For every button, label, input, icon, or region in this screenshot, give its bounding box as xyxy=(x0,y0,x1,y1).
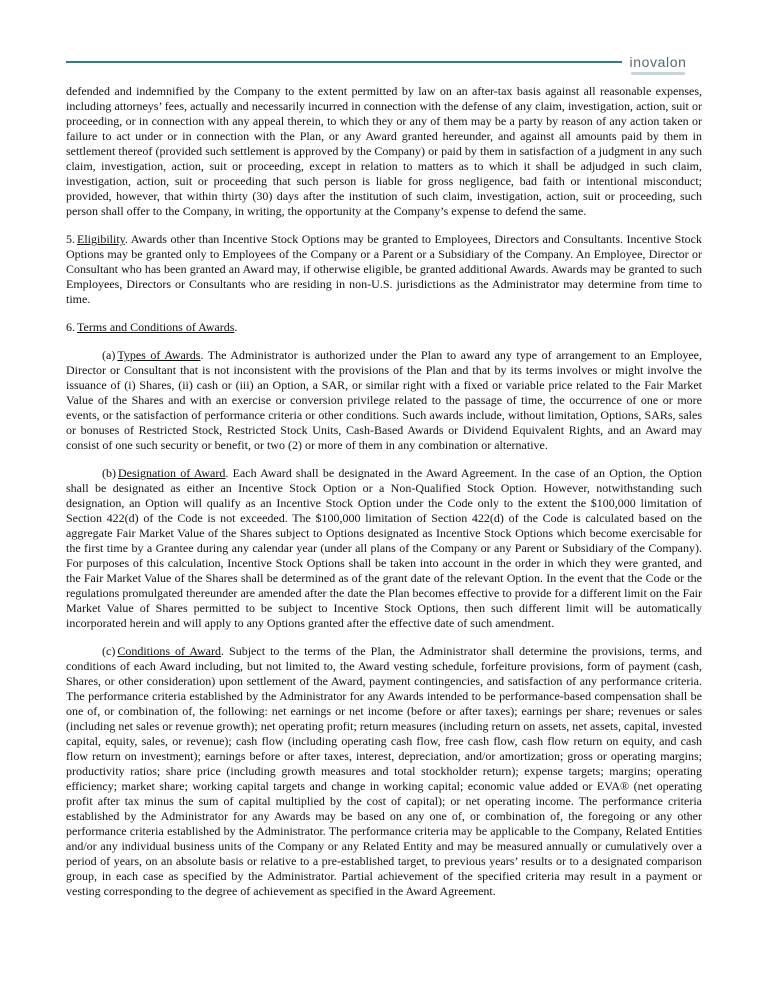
subsection-text: . Subject to the terms of the Plan, the Administrator shall determine the provisions, terms, and conditions of each Award including, but not limited to, the Award vesting schedule, forfeiture provisions, form of payment (cash, Shares, or other consideration) upon settlement of the Award, payment contingencies, and satisfaction of any performance criteria. The performance criteria established by the Administrator for any Awards intended to be performance-based compensation shall be one of, or combination of, the following: net earnings or net income (before or after taxes); earnings per share; revenues or sales (including net sales or revenue growth); net operating profit; return measures (including return on assets, net assets, capital, invested capital, equity, sales, or revenue); cash flow (including operating cash flow, free cash flow, cash flow return on equity, and cash flow return on investment); earnings before or after taxes, interest, depreciation, and/or amortization; gross or operating margins; productivity ratios; share price (including growth measures and total stockholder return); expense targets; margins; operating efficiency; market share; working capital targets and change in working capital; economic value added or EVA® (net operating profit after tax minus the sum of capital multiplied by the cost of capital); or net operating income. The performance criteria established by the Administrator for any Awards may be based on any one of, or combination of, the foregoing or any other performance criteria established by the Administrator. The performance criteria may be applicable to the Company, Related Entities and/or any individual business units of the Company or any Related Entity and may be measured annually or cumulatively over a period of years, on an absolute basis or relative to a pre-established target, to previous years’ results or to a designated comparison group, in each case as specified by the Administrator. Partial achievement of the specified criteria may result in a payment or vesting corresponding to the degree of achievement as specified in the Award Agreement. xyxy=(66,644,702,898)
section-6-terms-heading xyxy=(66,320,702,335)
section-number: 5. xyxy=(66,232,75,246)
page-header xyxy=(0,0,768,80)
subsection-number: (b) xyxy=(102,466,116,480)
subsection-text: . Each Award shall be designated in the Award Agreement. In the case of an Option, the Option shall be designated as either an Incentive Stock Option or a Non-Qualified Stock Option. However, notwithstanding such designation, an Option will qualify as an Incentive Stock Option under the Code only to the extent the $100,000 limitation of Section 422(d) of the Code is not exceeded. The $100,000 limitation of Section 422(d) of the Code is calculated based on the aggregate Fair Market Value of the Shares subject to Options designated as Incentive Stock Options which become exercisable for the first time by a Grantee during any calendar year (under all plans of the Company or any Parent or Subsidiary of the Company). For purposes of this calculation, Incentive Stock Options shall be taken into account in the order in which they were granted, and the Fair Market Value of the Shares shall be determined as of the grant date of the relevant Option. In the event that the Code or the regulations promulgated thereunder are amended after the date the Plan becomes effective to provide for a different limit on the Fair Market Value of Shares permitted to be subject to Incentive Stock Options, then such different limit will be automatically incorporated herein and will apply to any Options granted after the effective date of such amendment. xyxy=(66,466,702,630)
paragraph-indemnification xyxy=(66,84,702,219)
section-text: . xyxy=(234,320,238,334)
subsection-b-designation-of-award xyxy=(66,466,702,631)
subsection-title: Types of Awards xyxy=(117,348,201,362)
subsection-a-types-of-awards xyxy=(66,348,702,453)
inovalon-wordmark: inovalon xyxy=(629,54,687,70)
section-number: 6. xyxy=(66,320,75,334)
section-title: Terms and Conditions of Awards xyxy=(77,320,235,334)
inovalon-tagline xyxy=(631,72,685,75)
inovalon-logo xyxy=(610,10,706,75)
document-body xyxy=(66,80,702,899)
section-title: Eligibility xyxy=(77,232,125,246)
subsection-title: Conditions of Award xyxy=(117,644,221,658)
inovalon-globe-icon xyxy=(636,10,680,54)
subsection-title: Designation of Award xyxy=(118,466,226,480)
header-rule xyxy=(66,61,622,63)
subsection-number: (c) xyxy=(102,644,116,658)
subsection-c-conditions-of-award xyxy=(66,644,702,899)
section-text: . Awards other than Incentive Stock Options may be granted to Employees, Directors and Consultants. Incentive Stock Options may be granted only to Employees of the Company or a Parent or a Subsidiary of the Company. An Employee, Director or Consultant who has been granted an Award may, if otherwise eligible, be granted additional Awards. Awards may be granted to such Employees, Directors or Consultants who are residing in non-U.S. jurisdictions as the Administrator may determine from time to time. xyxy=(66,232,702,306)
section-5-eligibility xyxy=(66,232,702,307)
subsection-number: (a) xyxy=(102,348,116,362)
paragraph-text: defended and indemnified by the Company to the extent permitted by law on an after-tax basis against all reasonable expenses, including attorneys’ fees, actually and necessarily incurred in connection with the defense of any claim, investigation, action, suit or proceeding, or in connection with any appeal therein, to which they or any of them may be a party by reason of any action taken or failure to act under or in connection with the Plan, or any Award granted hereunder, and against all amounts paid by them in settlement thereof (provided such settlement is approved by the Company) or paid by them in satisfaction of a judgment in any such claim, investigation, action, suit or proceeding, except in relation to matters as to which it shall be adjudged in such claim, investigation, action, suit or proceeding that such person is liable for gross negligence, bad faith or intentional misconduct; provided, however, that within thirty (30) days after the institution of such claim, investigation, action, suit or proceeding, such person shall offer to the Company, in writing, the opportunity at the Company’s expense to defend the same. xyxy=(66,84,702,218)
subsection-text: . The Administrator is authorized under the Plan to award any type of arrangement to an Employee, Director or Consultant that is not inconsistent with the provisions of the Plan and that by its terms involves or might involve the issuance of (i) Shares, (ii) cash or (iii) an Option, a SAR, or similar right with a fixed or variable price related to the Fair Market Value of the Shares and with an exercise or conversion privilege related to the passage of time, the occurrence of one or more events, or the satisfaction of performance criteria or other conditions. Such awards include, without limitation, Options, SARs, sales or bonuses of Restricted Stock, Restricted Stock Units, Cash-Based Awards or Dividend Equivalent Rights, and an Award may consist of one such security or benefit, or two (2) or more of them in any combination or alternative. xyxy=(66,348,702,452)
